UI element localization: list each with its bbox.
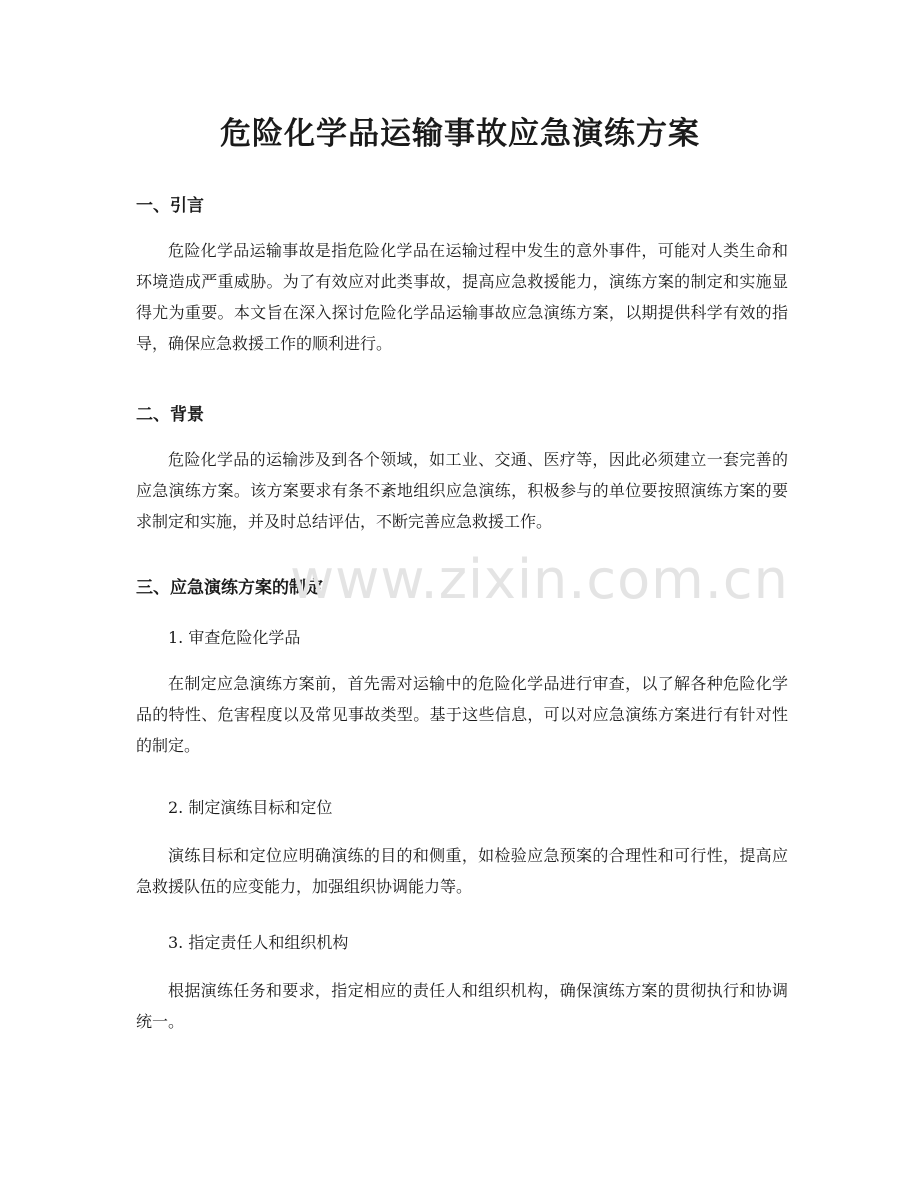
subsection-paragraph-3: 根据演练任务和要求，指定相应的责任人和组织机构，确保演练方案的贯彻执行和协调统一。 <box>136 981 788 1031</box>
section-heading-plan: 三、应急演练方案的制定 <box>136 578 323 598</box>
watermark: www.zixin.com.cn <box>290 548 789 611</box>
document-title: 危险化学品运输事故应急演练方案 <box>220 116 700 152</box>
subsection-label-1: 1. 审查危险化学品 <box>168 628 301 647</box>
subsection-label-2: 2. 制定演练目标和定位 <box>168 798 333 817</box>
section-heading-intro: 一、引言 <box>136 196 204 216</box>
subsection-label-3: 3. 指定责任人和组织机构 <box>168 933 349 952</box>
section-heading-background: 二、背景 <box>136 405 204 425</box>
section-paragraph-intro: 危险化学品运输事故是指危险化学品在运输过程中发生的意外事件，可能对人类生命和环境造成严重威胁。为了有效应对此类事故，提高应急救援能力，演练方案的制定和实施显得尤为重要。本文旨在深入探讨危险化学品运输事故应急演练方案，以期提供科学有效的指导，确保应急救援工作的顺利进行。 <box>136 241 788 353</box>
section-paragraph-background: 危险化学品的运输涉及到各个领域，如工业、交通、医疗等，因此必须建立一套完善的应急演练方案。该方案要求有条不紊地组织应急演练，积极参与的单位要按照演练方案的要求制定和实施，并及时总结评估，不断完善应急救援工作。 <box>136 450 788 531</box>
subsection-paragraph-1: 在制定应急演练方案前，首先需对运输中的危险化学品进行审查，以了解各种危险化学品的特性、危害程度以及常见事故类型。基于这些信息，可以对应急演练方案进行有针对性的制定。 <box>136 674 788 755</box>
subsection-paragraph-2: 演练目标和定位应明确演练的目的和侧重，如检验应急预案的合理性和可行性，提高应急救援队伍的应变能力，加强组织协调能力等。 <box>136 846 788 896</box>
